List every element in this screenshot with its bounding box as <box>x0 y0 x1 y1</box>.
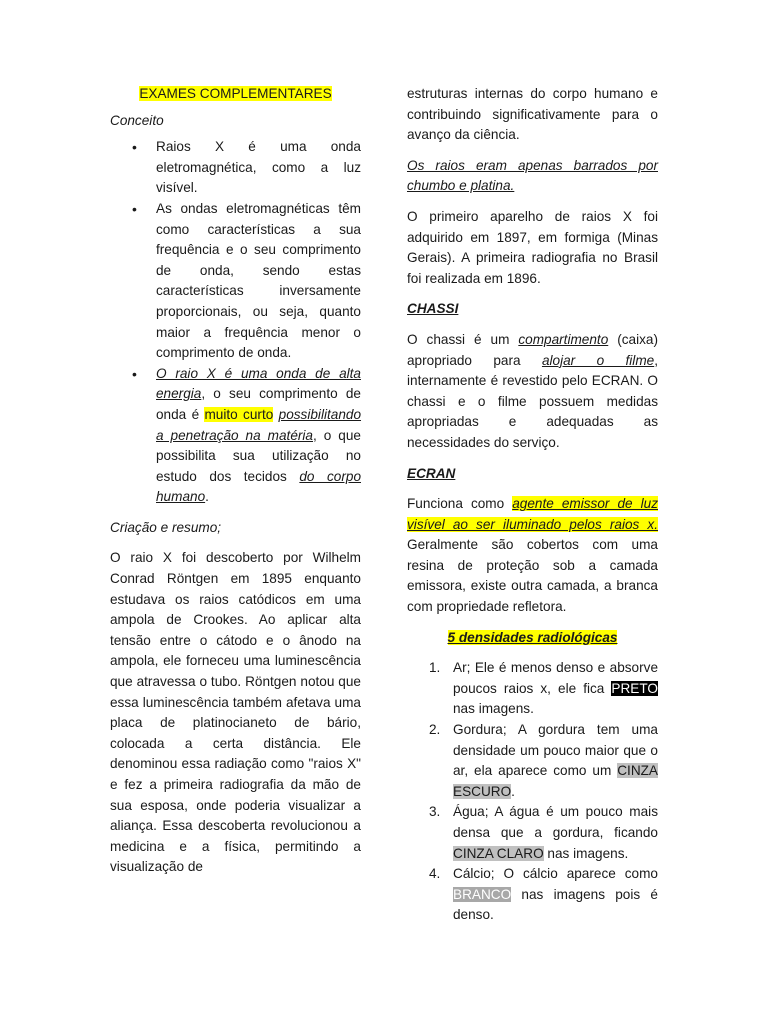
text-span: nas imagens pois é denso. <box>453 886 658 923</box>
text-span: , o seu comprimento de onda é <box>156 386 361 422</box>
text-span: Cálcio; O cálcio aparece como <box>453 866 658 882</box>
list-item <box>407 864 658 926</box>
ecran-heading: ECRAN <box>407 465 456 481</box>
document-title <box>110 84 361 105</box>
density-list <box>407 658 658 926</box>
list-item <box>407 720 658 802</box>
text-span: do corpo humano <box>156 468 361 505</box>
text-span: (caixa) apropriado para <box>407 331 658 368</box>
section-conceito: Conceito <box>110 112 164 128</box>
chassi-heading: CHASSI <box>407 301 459 317</box>
text-span: alojar o filme <box>541 352 655 368</box>
title-text: EXAMES COMPLEMENTARES <box>139 86 332 101</box>
list-item <box>407 658 658 720</box>
text-span: . <box>511 783 515 799</box>
text-span: Ar; Ele é menos denso e absorve poucos raios x, ele fica <box>453 660 658 696</box>
list-item: • Raios X é uma onda eletromagnética, como a luz visível. <box>110 137 361 199</box>
text-span: compartimento <box>518 331 609 347</box>
heading-text: 5 densidades radiológicas <box>447 629 618 645</box>
list-number: 4. <box>429 866 441 882</box>
left-column <box>110 84 361 878</box>
highlight-span: agente emissor de luz visível ao ser iluminado pelos raios x. <box>407 496 658 532</box>
chassi-paragraph <box>407 330 658 454</box>
list-item: • As ondas eletromagnéticas têm como características a sua frequência e o seu comprimento de onda, sendo estas características inversamente proporcionais, ou seja, quanto maior a frequência menor o comprimento de onda. <box>110 199 361 364</box>
history-paragraph: O raio X foi descoberto por Wilhelm Conrad Röntgen em 1895 enquanto estudava os raios catódicos em uma ampola de Crookes. Ao aplicar alta tensão entre o cátodo e o ânodo na ampola, ele forneceu uma luminescência que atravessa o tubo. Röntgen notou que essa luminescência também afetava uma placa de platinocianeto de bário, colocada a certa distância. Ele denominou essa radiação como "raios X" e fez a primeira radiografia da mão de sua esposa, onde poderia visualizar a aliança. Essa descoberta revolucionou a medicina e a física, permitindo a visualização de <box>110 550 361 875</box>
concept-list <box>110 137 361 508</box>
continuation-paragraph: estruturas internas do corpo humano e contribuindo significativamente para o avanço da ciência. <box>407 86 658 143</box>
text-span: Água; A água é um pouco mais densa que a gordura, ficando <box>453 804 658 840</box>
list-number: 2. <box>429 722 441 738</box>
list-item <box>110 364 361 508</box>
list-number: 1. <box>429 660 441 676</box>
highlight-span: BRANCO <box>453 886 512 902</box>
list-number: 3. <box>429 804 441 820</box>
text-span: Gordura; A gordura tem uma densidade um pouco maior que o ar, ela aparece como um <box>453 722 658 779</box>
text-span: O chassi é um <box>407 331 519 347</box>
barrados-paragraph: Os raios eram apenas barrados por chumbo e platina. <box>407 157 658 194</box>
list-item <box>407 802 658 864</box>
text-span: O raio X é uma onda de alta energia <box>156 365 361 402</box>
text-span: , internamente é revestido pelo ECRAN. O chassi e o filme possuem medidas apropriadas e adequadas as necessidades do serviço. <box>407 352 658 450</box>
text-span: Geralmente são cobertos com uma resina de proteção sob a camada emissora, existe outra camada, a branca com propriedade refletora. <box>407 537 658 615</box>
text-span: Funciona como <box>407 496 513 512</box>
densidades-heading <box>407 628 658 649</box>
section-criacao: Criação e resumo; <box>110 519 222 535</box>
text-span: nas imagens. <box>543 845 629 861</box>
primeiro-paragraph: O primeiro aparelho de raios X foi adquirido em 1897, em formiga (Minas Gerais). A primeira radiografia no Brasil foi realizada em 1896. <box>407 208 658 286</box>
highlight-span: CINZA ESCURO <box>453 763 658 799</box>
highlight-span: muito curto <box>204 406 274 422</box>
text-span: , o que possibilita sua utilização no estudo dos tecidos <box>156 427 361 484</box>
highlight-span: PRETO <box>611 680 658 696</box>
right-column <box>407 84 658 926</box>
text-span: possibilitando a penetração na matéria <box>156 406 362 443</box>
ecran-paragraph <box>407 494 658 618</box>
text-span: . <box>205 489 209 505</box>
highlight-span: CINZA CLARO <box>453 845 544 861</box>
text-span: nas imagens. <box>453 701 534 717</box>
